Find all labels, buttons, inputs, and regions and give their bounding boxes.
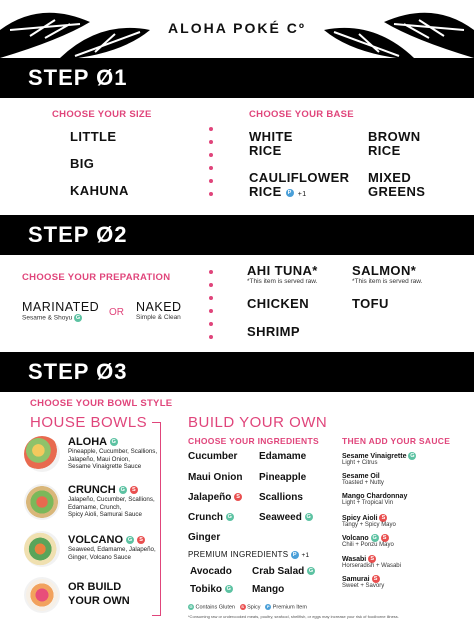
bowl-volcano: [68, 534, 156, 561]
build-bowl-image: [24, 577, 60, 613]
premium-crab-salad: Crab Salad G: [252, 566, 314, 577]
prep-naked-sub: Simple & Clean: [136, 314, 181, 321]
footnote: *Consuming raw or undercooked meats, poultry, seafood, shellfish, or eggs may increase your risk of foodborne illness.: [188, 614, 399, 619]
aloha-bowl-image: [24, 436, 60, 472]
bowl-crunch-name: CRUNCH G S: [68, 484, 155, 496]
premium-heading: PREMIUM INGREDIENTS P +1: [188, 550, 310, 559]
spicy-badge-icon: S: [381, 534, 389, 542]
bowl-build-own: OR BUILD YOUR OWN: [68, 581, 130, 607]
prep-marinated: [22, 300, 99, 322]
spicy-badge-icon: S: [379, 514, 387, 522]
ing-maui-onion: Maui Onion: [188, 472, 243, 483]
sauce-item: Sesame Oil Toasted + Nutty: [342, 472, 384, 486]
gluten-badge-icon: G: [127, 537, 133, 544]
bowl-volcano-name: VOLCANO G S: [68, 534, 156, 546]
base-mixed-greens: MIXED GREENS: [368, 170, 426, 199]
prep-heading: CHOOSE YOUR PREPARATION: [22, 272, 171, 283]
build-heading: BUILD YOUR OWN: [188, 414, 328, 431]
premium-mango: Mango: [252, 584, 285, 595]
sauce-item: Samurai S Sweet + Savory: [342, 575, 385, 589]
sauce-heading: THEN ADD YOUR SAUCE: [342, 436, 451, 446]
style-heading: CHOOSE YOUR BOWL STYLE: [30, 398, 173, 409]
gluten-badge-icon: G: [410, 453, 415, 459]
gluten-badge-icon: G: [227, 514, 232, 521]
base-cauliflower-rice: RICE: [249, 184, 282, 199]
size-little: LITTLE: [70, 129, 117, 144]
monstera-leaves-right-icon: [324, 0, 474, 62]
sauce-item: Sesame Vinaigrette G Light + Citrus: [342, 452, 415, 466]
base-cauliflower: [249, 171, 349, 202]
premium-badge-icon: P: [287, 189, 292, 196]
spicy-badge-icon: S: [241, 604, 244, 609]
premium-avocado: Avocado: [190, 566, 232, 577]
step3-title: STEP Ø3: [28, 359, 128, 384]
premium-badge-icon: P: [266, 604, 270, 609]
base-white-rice: WHITE RICE: [249, 129, 293, 158]
step2-divider: [209, 270, 213, 348]
size-heading: CHOOSE YOUR SIZE: [52, 109, 152, 120]
bowl-aloha: [68, 436, 157, 471]
prep-naked-label: NAKED: [136, 300, 182, 314]
spicy-badge-icon: S: [368, 555, 376, 563]
ing-seaweed: Seaweed G: [259, 512, 311, 523]
step2-band: [0, 215, 474, 255]
premium-tobiko: Tobiko G: [190, 584, 231, 595]
gluten-badge-icon: G: [306, 514, 311, 521]
bowl-volcano-desc: Seaweed, Edamame, Jalapeño, Ginger, Volcano Sauce: [68, 546, 156, 561]
sauce-list: [342, 452, 472, 596]
step2-title: STEP Ø2: [28, 222, 128, 247]
sauce-item: Mango Chardonnay Light + Tropical Vin: [342, 493, 408, 506]
protein-ahi-label: AHI TUNA*: [247, 263, 318, 278]
ing-edamame: Edamame: [259, 451, 307, 462]
sauce-item: Volcano G S Chili + Ponzu Mayo: [342, 534, 394, 548]
ing-cucumber: Cucumber: [188, 451, 238, 462]
protein-shrimp: SHRIMP: [247, 324, 300, 339]
bowl-crunch: [68, 484, 155, 519]
sauce-item: Wasabi S Horseradish + Wasabi: [342, 555, 401, 569]
spicy-badge-icon: S: [372, 575, 380, 583]
spicy-badge-icon: S: [137, 536, 145, 544]
prep-naked: [136, 300, 182, 321]
base-cauliflower-line2: [249, 185, 349, 202]
prep-marinated-sub: Sesame & Shoyu G: [22, 314, 81, 322]
gluten-badge-icon: G: [75, 315, 81, 321]
spicy-badge-icon: S: [234, 493, 242, 501]
protein-salmon-note: *This item is served raw.: [352, 278, 423, 285]
premium-badge-icon: P: [291, 551, 299, 559]
protein-salmon-label: SALMON*: [352, 263, 417, 278]
bowl-crunch-desc: Jalapeño, Cucumber, Scallions, Edamame, Crunch, Spicy Aioli, Samurai Sauce: [68, 496, 155, 519]
prep-marinated-label: MARINATED: [22, 300, 100, 314]
house-heading: HOUSE BOWLS: [30, 414, 148, 431]
brand-logo: ALOHA POKÉ Cº: [168, 20, 306, 36]
gluten-badge-icon: G: [372, 535, 377, 541]
gluten-badge-icon: G: [120, 487, 125, 494]
protein-chicken: CHICKEN: [247, 296, 310, 311]
gluten-badge-icon: G: [226, 586, 231, 593]
ing-scallions: Scallions: [259, 492, 303, 503]
spicy-badge-icon: S: [130, 486, 138, 494]
monstera-leaves-left-icon: [0, 0, 150, 62]
size-kahuna: KAHUNA: [70, 183, 129, 198]
gluten-badge-icon: G: [111, 439, 116, 446]
protein-ahi-note: *This item is served raw.: [247, 278, 318, 285]
gluten-badge-icon: G: [308, 568, 314, 575]
bowl-aloha-name: ALOHA G: [68, 436, 116, 448]
step1-band: [0, 58, 474, 98]
protein-salmon: [352, 264, 422, 285]
ing-crunch: Crunch G: [188, 512, 232, 523]
premium-extra: +1: [297, 191, 307, 198]
crunch-bowl-image: [24, 484, 60, 520]
ing-ginger: Ginger: [188, 532, 221, 543]
base-brown-rice: BROWN RICE: [368, 129, 421, 158]
ingredients-heading: CHOOSE YOUR INGREDIENTS: [188, 436, 319, 446]
sauce-item: Spicy Aioli S Tangy + Spicy Mayo: [342, 514, 396, 528]
step1-divider: [209, 127, 213, 205]
step3-band: [0, 352, 474, 392]
base-heading: CHOOSE YOUR BASE: [249, 109, 354, 120]
base-cauliflower-line1: CAULIFLOWER: [249, 170, 350, 185]
ing-jalapeno: Jalapeño S: [188, 492, 242, 503]
volcano-bowl-image: [24, 531, 60, 567]
step1-title: STEP Ø1: [28, 65, 128, 90]
protein-tofu: TOFU: [352, 296, 389, 311]
prep-or: OR: [109, 307, 124, 318]
legend: G Contains Gluten S Spicy P Premium Item: [189, 604, 307, 611]
ing-pineapple: Pineapple: [259, 472, 307, 483]
bowl-aloha-desc: Pineapple, Cucumber, Scallions, Jalapeño, Maui Onion, Sesame Vinaigrette Sauce: [68, 448, 158, 471]
gluten-badge-icon: G: [189, 604, 193, 609]
header: [0, 0, 474, 58]
size-big: BIG: [70, 156, 95, 171]
protein-ahi: [247, 264, 318, 285]
